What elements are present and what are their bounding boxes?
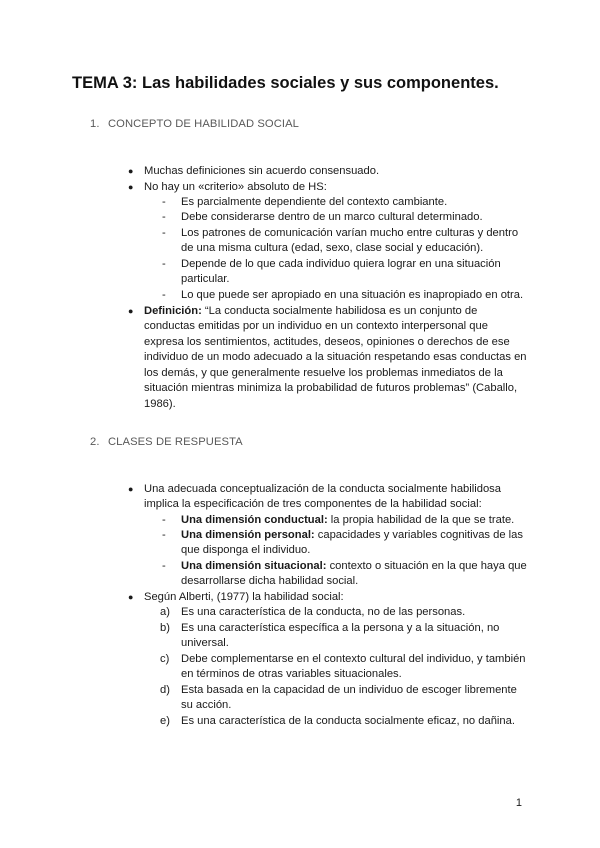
- definition-line: conductas emitidas por un individuo en un contexto interpersonal que: [144, 320, 488, 332]
- bullet-icon: ●: [128, 592, 134, 602]
- dash-icon: -: [162, 211, 166, 223]
- dash-icon: -: [162, 560, 166, 572]
- list-item: Según Alberti, (1977) la habilidad social:: [144, 591, 344, 603]
- definition-label: Definición:: [144, 305, 202, 317]
- sub-item-continuation: de una misma cultura (edad, sexo, clase social y educación).: [181, 242, 484, 254]
- definition-line: situación mientras minimiza la probabilidad de futuros problemas” (Caballo,: [144, 382, 518, 394]
- dimension-text: capacidades y variables cognitivas de las: [314, 529, 523, 541]
- dash-icon: -: [162, 529, 166, 541]
- sub-item: Es parcialmente dependiente del contexto cambiante.: [181, 196, 448, 208]
- sub-item: Lo que puede ser apropiado en una situación es inapropiado en otra.: [181, 289, 524, 301]
- lettered-item: Esta basada en la capacidad de un individuo de escoger libremente: [181, 684, 517, 696]
- sub-item: [181, 513, 514, 529]
- sub-item: Los patrones de comunicación varían mucho entre culturas y dentro: [181, 227, 519, 239]
- definition-line: 1986).: [144, 398, 176, 410]
- lettered-item: Es una característica específica a la persona y a la situación, no: [181, 622, 500, 634]
- section-number: 1.: [90, 118, 100, 130]
- dimension-label: Una dimensión situacional:: [181, 560, 327, 572]
- sub-item: [181, 559, 527, 575]
- item-letter: b): [160, 622, 170, 634]
- dimension-text: la propia habilidad de la que se trate.: [327, 514, 515, 526]
- dash-icon: -: [162, 227, 166, 239]
- dimension-label: Una dimensión personal:: [181, 529, 315, 541]
- list-item-continuation: implica la especificación de tres componentes de la habilidad social:: [144, 498, 482, 510]
- title-rest: : Las habilidades sociales y sus componentes.: [131, 74, 499, 92]
- sub-item-continuation: desarrollarse dicha habilidad social.: [181, 575, 359, 587]
- section-heading-2: [90, 436, 243, 448]
- definition-line: los demás, y que generalmente resuelve los problemas inmediatos de la: [144, 367, 503, 379]
- dash-icon: -: [162, 514, 166, 526]
- section-heading-1: [90, 118, 299, 130]
- bullet-icon: ●: [128, 484, 134, 494]
- definition-line: [144, 304, 477, 320]
- dimension-text: contexto o situación en la que haya que: [326, 560, 527, 572]
- list-item: Una adecuada conceptualización de la conducta socialmente habilidosa: [144, 483, 502, 495]
- title-prefix: TEMA 3: [72, 74, 132, 92]
- definition-line: expresa los sentimientos, actitudes, deseos, opiniones o derechos de ese: [144, 336, 510, 348]
- sub-item-continuation: que disponga el individuo.: [181, 544, 311, 556]
- section-label: CLASES DE RESPUESTA: [108, 436, 243, 448]
- bullet-icon: ●: [128, 306, 134, 316]
- lettered-item-continuation: su acción.: [181, 699, 232, 711]
- definition-line: individuo de un modo adecuado a la situación respetando esas conductas en: [144, 351, 527, 363]
- lettered-item-continuation: universal.: [181, 637, 229, 649]
- dimension-label: Una dimensión conductual:: [181, 514, 328, 526]
- item-letter: e): [160, 715, 170, 727]
- list-item: Muchas definiciones sin acuerdo consensuado.: [144, 165, 380, 177]
- item-letter: c): [160, 653, 170, 665]
- definition-text: “La conducta socialmente habilidosa es un conjunto de: [201, 305, 478, 317]
- sub-item: Depende de lo que cada individuo quiera lograr en una situación: [181, 258, 501, 270]
- sub-item: [181, 528, 523, 544]
- item-letter: a): [160, 606, 170, 618]
- bullet-icon: ●: [128, 166, 134, 176]
- bullet-icon: ●: [128, 182, 134, 192]
- lettered-item: Es una característica de la conducta, no de las personas.: [181, 606, 466, 618]
- dash-icon: -: [162, 196, 166, 208]
- lettered-item: Es una característica de la conducta socialmente eficaz, no dañina.: [181, 715, 515, 727]
- item-letter: d): [160, 684, 170, 696]
- dash-icon: -: [162, 258, 166, 270]
- list-item: No hay un «criterio» absoluto de HS:: [144, 181, 327, 193]
- dash-icon: -: [162, 289, 166, 301]
- page-title: [72, 74, 499, 93]
- lettered-item: Debe complementarse en el contexto cultural del individuo, y también: [181, 653, 526, 665]
- section-number: 2.: [90, 436, 100, 448]
- sub-item-continuation: particular.: [181, 273, 230, 285]
- section-label: CONCEPTO DE HABILIDAD SOCIAL: [108, 118, 299, 130]
- lettered-item-continuation: en términos de otras variables situacionales.: [181, 668, 402, 680]
- sub-item: Debe considerarse dentro de un marco cultural determinado.: [181, 211, 483, 223]
- page-number: 1: [515, 797, 522, 809]
